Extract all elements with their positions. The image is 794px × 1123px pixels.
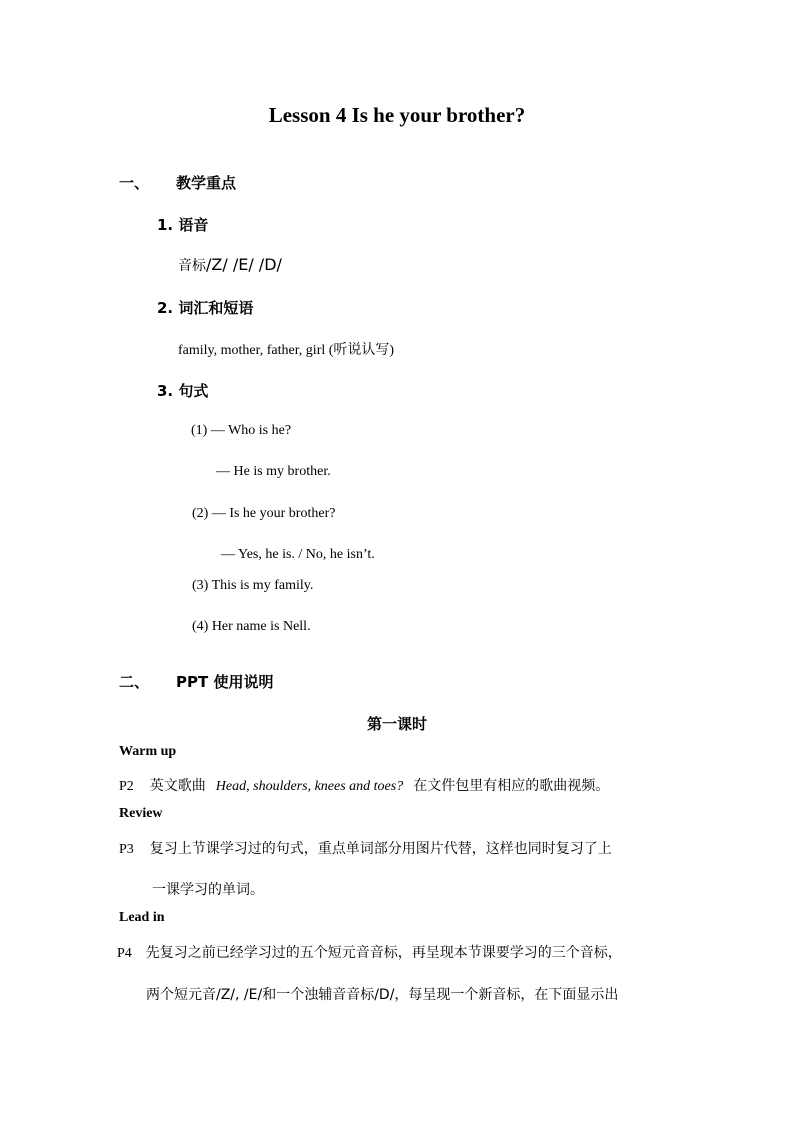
phonetics-content — [178, 255, 282, 275]
review-label: Review — [119, 806, 163, 821]
p2-song-title: Head, shoulders, knees and toes? — [215, 779, 404, 794]
p2-suffix: 在文件包里有相应的歌曲视频。 — [413, 778, 610, 794]
p3-number: P3 — [119, 842, 134, 857]
lead-in-label: Lead in — [119, 910, 165, 925]
p2-line — [119, 775, 609, 795]
p3-text-1: 复习上节课学习过的句式，重点单词部分用图片代替，这样也同时复习了上 — [149, 841, 612, 857]
phonetics-prefix: 音标 — [178, 258, 206, 274]
p4-line-1 — [117, 942, 622, 962]
section-2-number: 二、 — [119, 673, 150, 691]
p3-line-2: 一课学习的单词。 — [152, 882, 264, 898]
subsection-vocabulary-label: 2. 词汇和短语 — [157, 299, 254, 317]
warm-up-label: Warm up — [119, 744, 177, 759]
sentence-line-1: (1) — Who is he? — [191, 423, 292, 438]
p4-number: P4 — [117, 946, 132, 961]
lesson-title: Lesson 4 Is he your brother? — [268, 103, 526, 127]
sentence-line-4: — Yes, he is. / No, he isn’t. — [221, 547, 375, 562]
p3-line-1 — [119, 838, 612, 858]
subsection-sentences-label: 3. 句式 — [157, 382, 209, 400]
section-1-number: 一、 — [119, 174, 150, 192]
subsection-phonetics-label: 1. 语音 — [157, 216, 209, 234]
lesson-period-title: 第一课时 — [366, 715, 427, 733]
p2-number: P2 — [119, 779, 134, 794]
sentence-line-3: (2) — Is he your brother? — [192, 506, 336, 521]
p2-prefix: 英文歌曲 — [149, 778, 206, 794]
p4-line-2: 两个短元音/Z/, /E/和一个浊辅音音标/D/，每呈现一个新音标，在下面显示出 — [146, 987, 619, 1003]
vocabulary-content: family, mother, father, girl (听说认写) — [178, 343, 395, 358]
section-2-heading: PPT 使用说明 — [176, 673, 274, 691]
section-1-heading: 教学重点 — [176, 174, 237, 192]
sentence-line-5: (3) This is my family. — [192, 578, 314, 593]
sentence-line-6: (4) Her name is Nell. — [192, 619, 311, 634]
sentence-line-2: — He is my brother. — [216, 464, 331, 479]
p4-text-1: 先复习之前已经学习过的五个短元音音标，再呈现本节课要学习的三个音标， — [145, 945, 622, 961]
phonetic-symbols: /Z/ /E/ /D/ — [206, 255, 282, 274]
